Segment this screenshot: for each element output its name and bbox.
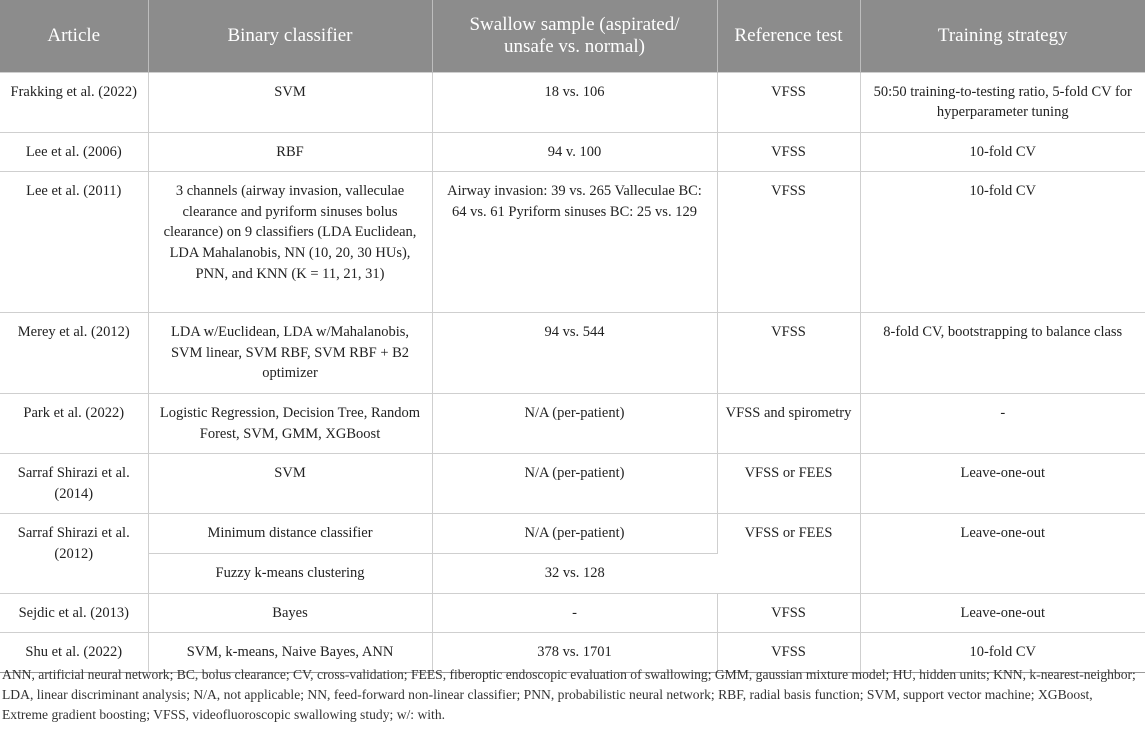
table-row — [0, 394, 1145, 454]
cell-training: Leave-one-out — [860, 514, 1145, 593]
cell-article: Merey et al. (2012) — [0, 313, 148, 394]
cell-training: - — [860, 394, 1145, 454]
cell-sample: 94 vs. 544 — [432, 313, 717, 394]
cell-reference: VFSS — [717, 593, 860, 633]
header-training: Training strategy — [860, 0, 1145, 72]
cell-article: Sejdic et al. (2013) — [0, 593, 148, 633]
cell-reference: VFSS — [717, 132, 860, 172]
table-row — [0, 514, 1145, 554]
header-row — [0, 0, 1145, 72]
cell-classifier: Minimum distance classifier — [148, 514, 432, 554]
header-sample: Swallow sample (aspirated/ unsafe vs. normal) — [432, 0, 717, 72]
table-row — [0, 72, 1145, 132]
cell-training: 50:50 training-to-testing ratio, 5-fold CV for hyperparameter tuning — [860, 72, 1145, 132]
cell-reference: VFSS — [717, 172, 860, 313]
cell-training: 10-fold CV — [860, 172, 1145, 313]
table-row — [0, 593, 1145, 633]
cell-reference: VFSS — [717, 313, 860, 394]
cell-classifier: Fuzzy k-means clustering — [148, 554, 432, 594]
cell-article: Park et al. (2022) — [0, 394, 148, 454]
header-reference: Reference test — [717, 0, 860, 72]
cell-sample: N/A (per-patient) — [432, 514, 717, 554]
cell-reference: VFSS and spirometry — [717, 394, 860, 454]
cell-training: Leave-one-out — [860, 454, 1145, 514]
table-row — [0, 172, 1145, 313]
cell-classifier: SVM, k-means, Naive Bayes, ANN — [148, 633, 432, 673]
cell-classifier: SVM — [148, 454, 432, 514]
cell-article: Lee et al. (2006) — [0, 132, 148, 172]
cell-sample: N/A (per-patient) — [432, 454, 717, 514]
cell-classifier: 3 channels (airway invasion, valleculae clearance and pyriform sinuses bolus clearance) on 9 classifiers (LDA Euclidean, LDA Mahalanobis, NN (10, 20, 30 HUs), PNN, and KNN (K = 11, 21, 31) — [148, 172, 432, 313]
cell-reference: VFSS — [717, 633, 860, 673]
cell-training: 8-fold CV, bootstrapping to balance class — [860, 313, 1145, 394]
table-row — [0, 313, 1145, 394]
cell-reference: VFSS or FEES — [717, 514, 860, 593]
table-row — [0, 132, 1145, 172]
cell-sample: 18 vs. 106 — [432, 72, 717, 132]
cell-reference: VFSS or FEES — [717, 454, 860, 514]
cell-classifier: Logistic Regression, Decision Tree, Random Forest, SVM, GMM, XGBoost — [148, 394, 432, 454]
cell-sample: - — [432, 593, 717, 633]
table-footnote: ANN, artificial neural network; BC, bolus clearance; CV, cross-validation; FEES, fiberoptic endoscopic evaluation of swallowing; GMM, gaussian mixture model; HU, hidden units; KNN, k-nearest-neighbor; LDA, linear discriminant analysis; N/A, not applicable; NN, feed-forward non-linear classifier; PNN, probabilistic neural network; RBF, radial basis function; SVM, support vector machine; XGBoost, Extreme gradient boosting; VFSS, videofluoroscopic swallowing study; w/: with. — [2, 667, 1136, 722]
cell-classifier: Bayes — [148, 593, 432, 633]
header-article: Article — [0, 0, 148, 72]
cell-sample: 94 v. 100 — [432, 132, 717, 172]
cell-sample: N/A (per-patient) — [432, 394, 717, 454]
cell-article: Sarraf Shirazi et al. (2012) — [0, 514, 148, 593]
cell-classifier: LDA w/Euclidean, LDA w/Mahalanobis, SVM linear, SVM RBF, SVM RBF + B2 optimizer — [148, 313, 432, 394]
cell-article: Sarraf Shirazi et al. (2014) — [0, 454, 148, 514]
cell-sample: 32 vs. 128 — [432, 554, 717, 594]
cell-article: Shu et al. (2022) — [0, 633, 148, 673]
cell-training: Leave-one-out — [860, 593, 1145, 633]
cell-sample: Airway invasion: 39 vs. 265 Valleculae BC: 64 vs. 61 Pyriform sinuses BC: 25 vs. 129 — [432, 172, 717, 313]
header-classifier: Binary classifier — [148, 0, 432, 72]
cell-article: Lee et al. (2011) — [0, 172, 148, 313]
cell-training: 10-fold CV — [860, 132, 1145, 172]
cell-classifier: SVM — [148, 72, 432, 132]
cell-training: 10-fold CV — [860, 633, 1145, 673]
cell-sample: 378 vs. 1701 — [432, 633, 717, 673]
cell-classifier: RBF — [148, 132, 432, 172]
cell-article: Frakking et al. (2022) — [0, 72, 148, 132]
cell-reference: VFSS — [717, 72, 860, 132]
table-row — [0, 454, 1145, 514]
